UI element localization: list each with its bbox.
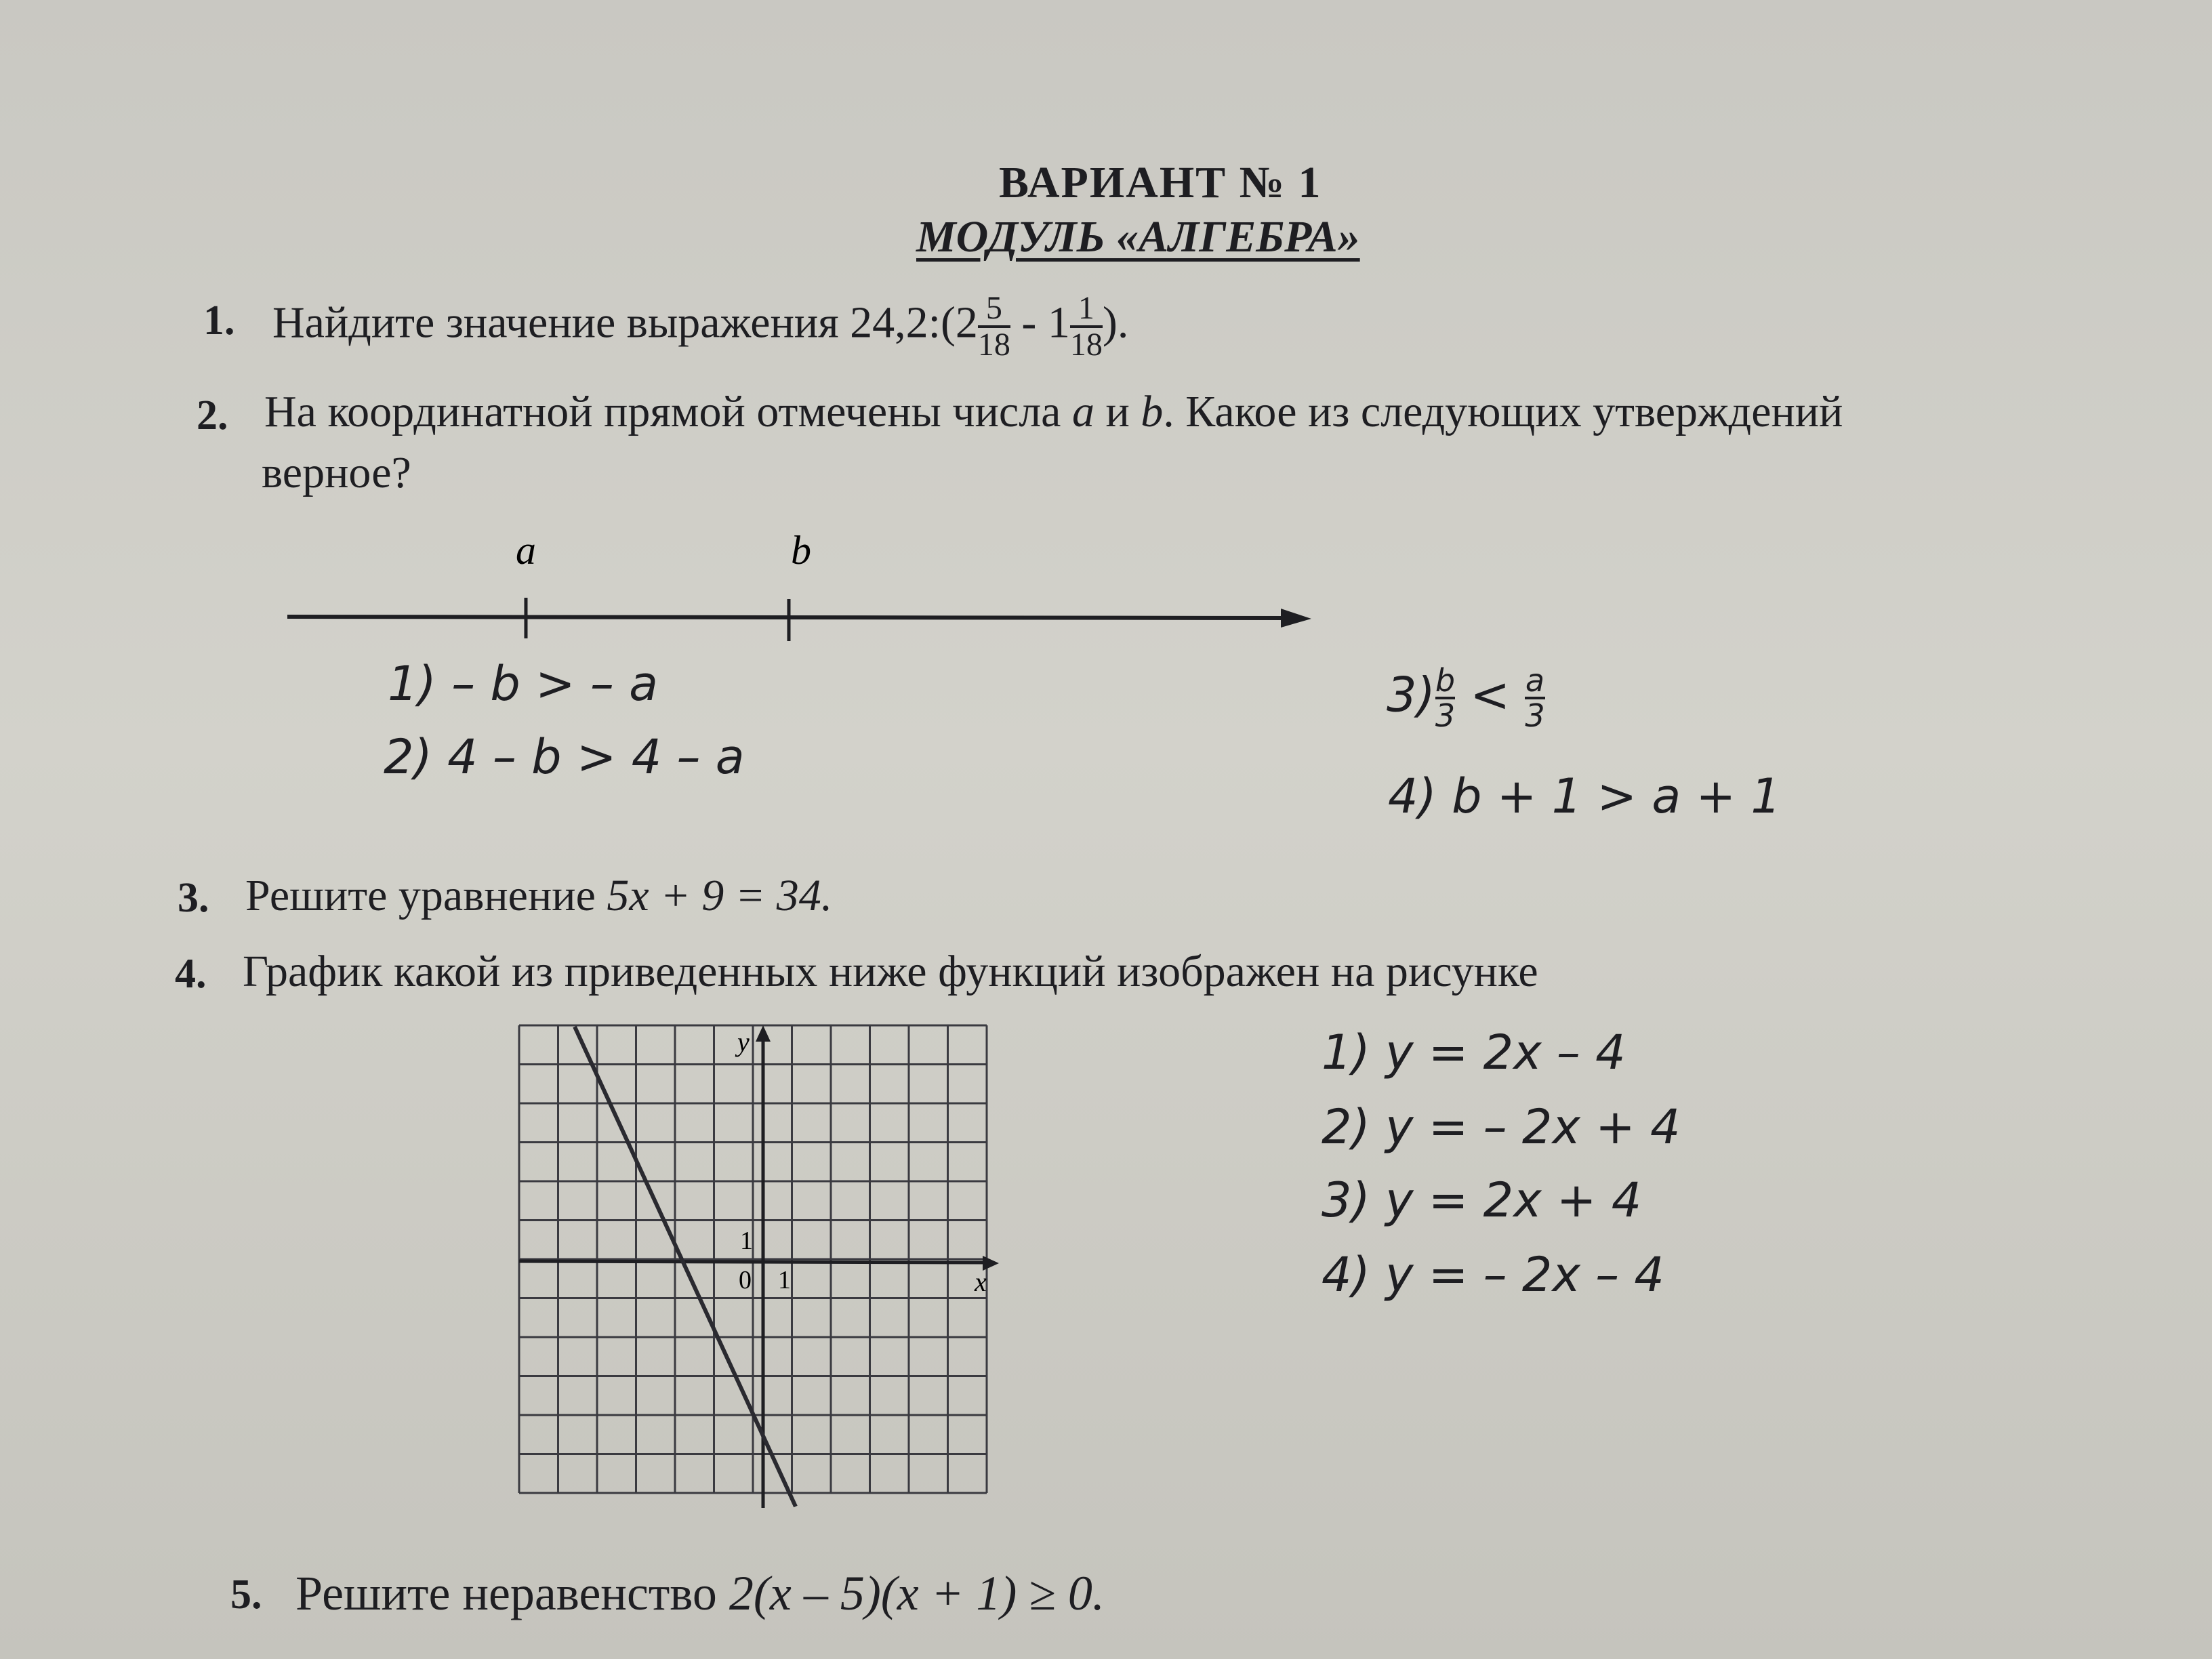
y-axis-arrow xyxy=(756,1025,771,1042)
q1-minus: - 1 xyxy=(1021,298,1070,348)
number-line xyxy=(271,515,1328,651)
q1-end: ). xyxy=(1102,298,1129,348)
q2-o3-f2-num: a xyxy=(1525,662,1545,699)
q2-line1-post: . Какое из следующих утверждений xyxy=(1163,387,1843,436)
q4-text: График какой из приведенных ниже функций изображен на рисунке xyxy=(243,947,1538,996)
q2-o3-frac-b xyxy=(1435,664,1455,733)
q1-fraction-2 xyxy=(1070,291,1103,363)
q2-line1-mid: и xyxy=(1094,387,1141,436)
q4-option-3: 3) y = 2x + 4 xyxy=(1322,1172,1642,1228)
q1-prompt: Найдите значение выражения 24,2:(2 xyxy=(272,298,978,348)
label-a: a xyxy=(516,528,536,573)
variant-title: ВАРИАНТ № 1 xyxy=(999,158,1322,207)
q1-f1-den: 18 xyxy=(977,327,1010,363)
label-b: b xyxy=(791,528,811,573)
q1-f2-num: 1 xyxy=(1078,290,1094,326)
q2-option-4: 4) b + 1 > a + 1 xyxy=(1388,769,1781,824)
q2-o3-f2-den: 3 xyxy=(1525,697,1545,735)
q3-number: 3. xyxy=(178,875,209,921)
q5-inequality: 2(x – 5)(x + 1) ≥ 0. xyxy=(729,1566,1105,1620)
function-graph xyxy=(515,1020,1003,1515)
graph-grid xyxy=(519,1025,987,1493)
q2-o3-f1-den: 3 xyxy=(1435,697,1456,735)
q2-o3-frac-a xyxy=(1525,664,1544,733)
module-title: МОДУЛЬ «АЛГЕБРА» xyxy=(916,212,1360,262)
q3-text xyxy=(245,870,832,922)
q2-text-line2: верное? xyxy=(262,448,411,497)
q2-o3-f1-num: b xyxy=(1435,662,1456,699)
q1-text xyxy=(272,291,1128,363)
q2-text-line1 xyxy=(264,386,1843,438)
q4-option-2: 2) y = – 2x + 4 xyxy=(1322,1099,1681,1155)
q4-number: 4. xyxy=(175,951,207,997)
q2-var-b: b xyxy=(1141,387,1164,436)
q5-number: 5. xyxy=(230,1572,262,1618)
q3-prompt: Решите уравнение xyxy=(245,871,607,920)
origin-label: 0 xyxy=(739,1266,752,1294)
q5-prompt: Решите неравенство xyxy=(295,1566,729,1620)
q2-o3-label: 3) xyxy=(1387,667,1435,723)
x-label: x xyxy=(975,1267,987,1297)
x-one-label: 1 xyxy=(778,1266,791,1294)
q1-f2-den: 18 xyxy=(1069,327,1103,363)
q1-fraction-1 xyxy=(978,291,1010,363)
q2-var-a: a xyxy=(1071,387,1094,436)
q2-option-1: 1) – b > – a xyxy=(388,656,659,712)
q4-option-4: 4) y = – 2x – 4 xyxy=(1322,1247,1664,1303)
q4-option-1: 1) y = 2x – 4 xyxy=(1322,1025,1626,1080)
q3-equation: 5x + 9 = 34. xyxy=(607,871,833,920)
x-axis xyxy=(519,1261,989,1263)
y-label: y xyxy=(737,1027,750,1057)
number-line-arrow xyxy=(1281,609,1311,628)
q2-number: 2. xyxy=(197,392,228,438)
q2-option-2: 2) 4 – b > 4 – a xyxy=(384,729,745,785)
q2-o3-sign: < xyxy=(1470,667,1511,723)
y-one-label: 1 xyxy=(740,1227,753,1255)
q1-number: 1. xyxy=(203,298,235,344)
q2-option-3 xyxy=(1387,664,1545,733)
q2-line1-pre: На координатной прямой отмечены числа xyxy=(264,387,1072,436)
q1-f1-num: 5 xyxy=(985,290,1002,326)
q5-text xyxy=(295,1565,1105,1622)
